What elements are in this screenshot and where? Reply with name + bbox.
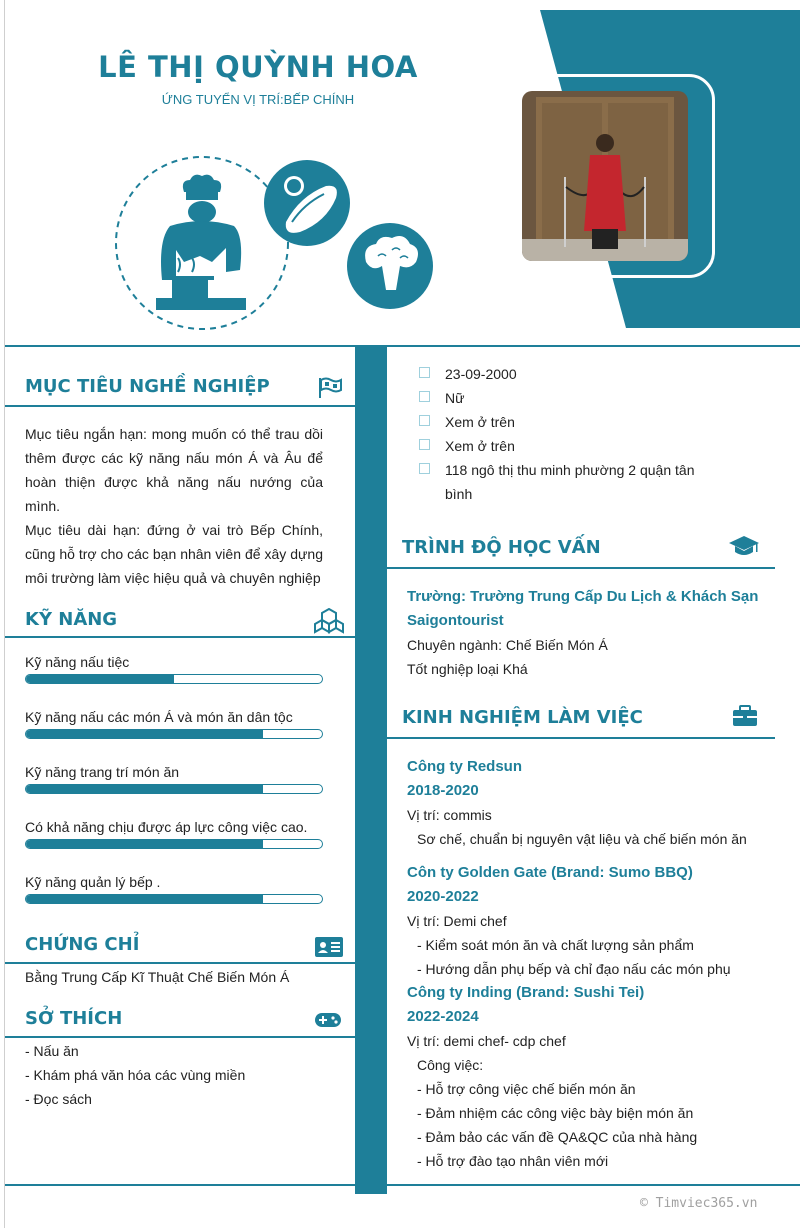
skill-label: Kỹ năng trang trí món ăn: [25, 764, 180, 780]
id-card-icon: [314, 936, 344, 958]
phone: Xem ở trên: [445, 414, 515, 430]
skill-fill: [26, 785, 263, 793]
position-applied: ỨNG TUYỂN VỊ TRÍ:BẾP CHÍNH: [161, 92, 355, 107]
career-line: hoàn thiện được khả năng nấu nướng của: [25, 474, 323, 490]
hobbies-underline: [5, 1036, 355, 1038]
header: [0, 0, 800, 345]
hobbies-title: SỞ THÍCH: [25, 1008, 123, 1029]
education-title: TRÌNH ĐỘ HỌC VẤN: [402, 537, 601, 558]
checkbox-icon: [419, 463, 430, 474]
middle-teal-bar: [355, 347, 387, 1194]
skill-fill: [26, 840, 263, 848]
career-line: cũng hỗ trợ cho các bạn nhân viên để xây dựng: [25, 546, 323, 562]
career-text: [25, 422, 323, 590]
certificate-item: Bằng Trung Cấp Kĩ Thuật Chế Biến Món Á: [25, 969, 290, 985]
job-detail: - Kiểm soát món ăn và chất lượng sản phẩm: [417, 937, 694, 953]
cubes-icon: [314, 608, 344, 634]
checkbox-icon: [419, 415, 430, 426]
job-role: Vị trí: commis: [407, 807, 492, 823]
company-name: Công ty Inding (Brand: Sushi Tei): [407, 984, 645, 1001]
gamepad-icon: [314, 1012, 342, 1028]
skills-title: KỸ NĂNG: [25, 609, 118, 630]
job-role: Vị trí: demi chef- cdp chef: [407, 1033, 566, 1049]
skill-fill: [26, 895, 263, 903]
job-detail: Sơ chế, chuẩn bị nguyên vật liệu và chế biến món ăn: [417, 831, 747, 847]
email: Xem ở trên: [445, 438, 515, 454]
career-line: thêm được các kỹ năng nấu món Á và Âu để: [25, 450, 323, 466]
birth-date: 23-09-2000: [445, 366, 517, 382]
career-line: môi trường làm việc hiệu quả và chuyên nghiệp: [25, 570, 321, 586]
skill-fill: [26, 675, 174, 683]
job-detail: Công việc:: [417, 1057, 484, 1073]
skill-label: Kỹ năng nấu tiệc: [25, 654, 130, 670]
job-period: 2022-2024: [407, 1008, 479, 1025]
skills-underline: [5, 636, 355, 638]
job-period: 2018-2020: [407, 782, 479, 799]
job-period: 2020-2022: [407, 888, 479, 905]
career-line: Mục tiêu ngắn hạn: mong muốn có thể trau dồi: [25, 426, 323, 442]
watermark[interactable]: © Timviec365.vn: [640, 1196, 758, 1211]
company-name: Côn ty Golden Gate (Brand: Sumo BBQ): [407, 864, 693, 881]
career-underline: [5, 405, 355, 407]
major: Chuyên ngành: Chế Biến Món Á: [407, 637, 608, 653]
skill-fill: [26, 730, 263, 738]
certificates-title: CHỨNG CHỈ: [25, 934, 140, 955]
school-name: Trường: Trường Trung Cấp Du Lịch & Khách Sạn: [407, 588, 759, 605]
skill-bar: [25, 784, 323, 794]
skill-bar: [25, 839, 323, 849]
certificates-underline: [5, 962, 355, 964]
chef-illustration: [110, 155, 450, 335]
checkbox-icon: [419, 391, 430, 402]
checkbox-icon: [419, 367, 430, 378]
graduation-cap-icon: [728, 534, 760, 558]
job-detail: - Đảm nhiệm các công việc bày biện món ăn: [417, 1105, 694, 1121]
job-detail: - Hỗ trợ công việc chế biến món ăn: [417, 1081, 636, 1097]
gender: Nữ: [445, 390, 465, 406]
job-detail: - Hỗ trợ đào tạo nhân viên mới: [417, 1153, 609, 1169]
job-role: Vị trí: Demi chef: [407, 913, 507, 929]
briefcase-icon: [732, 704, 758, 728]
skill-label: Kỹ năng quản lý bếp .: [25, 874, 161, 890]
career-title: MỤC TIÊU NGHỀ NGHIỆP: [25, 376, 270, 397]
skill-bar: [25, 894, 323, 904]
education-underline: [387, 567, 775, 569]
career-line: mình.: [25, 498, 61, 514]
career-line: Mục tiêu dài hạn: đứng ở vai trò Bếp Chính,: [25, 522, 323, 538]
top-divider: [5, 345, 800, 347]
skill-bar: [25, 729, 323, 739]
checkbox-icon: [419, 439, 430, 450]
skill-bar: [25, 674, 323, 684]
hobby-item: - Đọc sách: [25, 1091, 92, 1107]
address-line: 118 ngô thị thu minh phường 2 quận tân: [445, 462, 695, 478]
hobby-item: - Nấu ăn: [25, 1043, 79, 1059]
skill-label: Kỹ năng nấu các món Á và món ăn dân tộc: [25, 709, 293, 725]
job-detail: - Đảm bảo các vấn đề QA&QC của nhà hàng: [417, 1129, 698, 1145]
hobby-item: - Khám phá văn hóa các vùng miền: [25, 1067, 246, 1083]
bottom-divider: [5, 1184, 800, 1186]
school-name-cont: Saigontourist: [407, 612, 504, 629]
flag-icon: [318, 377, 342, 399]
skill-label: Có khả năng chịu được áp lực công việc cao.: [25, 819, 308, 835]
candidate-photo: [522, 91, 688, 261]
candidate-name: LÊ THỊ QUỲNH HOA: [98, 50, 418, 84]
experience-underline: [387, 737, 775, 739]
graduation-grade: Tốt nghiệp loại Khá: [407, 661, 528, 677]
company-name: Công ty Redsun: [407, 758, 522, 775]
job-detail: - Hướng dẫn phụ bếp và chỉ đạo nấu các món phụ: [417, 961, 731, 977]
experience-title: KINH NGHIỆM LÀM VIỆC: [402, 707, 643, 728]
address-line: bình: [445, 486, 473, 502]
